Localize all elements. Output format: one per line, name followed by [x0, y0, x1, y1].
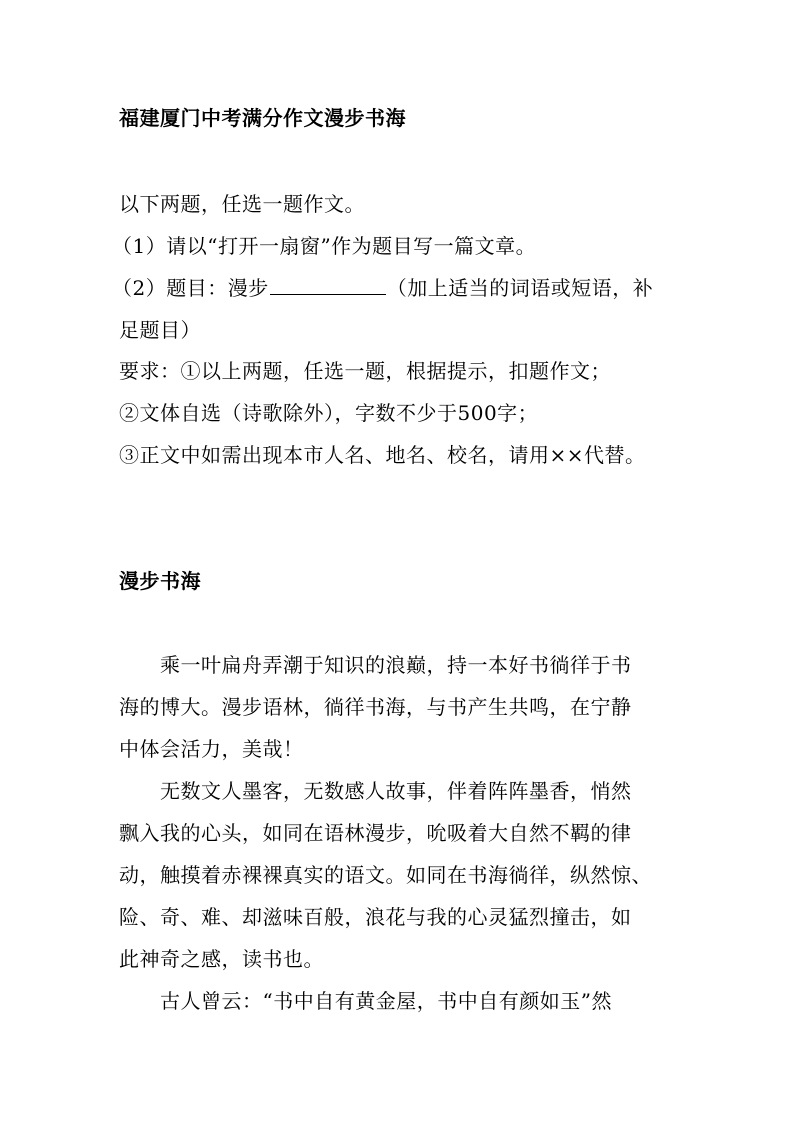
- essay-line: 此神奇之感，读书也。: [119, 947, 324, 971]
- requirement-1: 要求：①以上两题，任选一题，根据提示，扣题作文；: [119, 359, 611, 383]
- essay-line: 古人曾云：“书中自有黄金屋，书中自有颜如玉”然: [160, 989, 612, 1013]
- instructions-item-2: [112, 274, 653, 302]
- instructions-item-2-suffix: （加上适当的词语或短语，补: [386, 276, 654, 300]
- essay-line: 中体会活力，美哉！: [119, 737, 304, 761]
- essay-title: 漫步书海: [119, 569, 201, 593]
- essay-line: 海的博大。漫步语林，徜徉书海，与书产生共鸣，在宁静: [119, 695, 632, 719]
- essay-line: 无数文人墨客，无数感人故事，伴着阵阵墨香，悄然: [160, 779, 632, 803]
- essay-line: 乘一叶扁舟弄潮于知识的浪巅，持一本好书徜徉于书: [160, 653, 632, 677]
- requirement-2: ②文体自选（诗歌除外），字数不少于500字；: [119, 401, 539, 425]
- essay-line: 飘入我的心头，如同在语林漫步，吮吸着大自然不羁的律: [119, 821, 632, 845]
- instructions-item-2-prefix: （2）题目：漫步: [112, 276, 269, 300]
- essay-line: 险、奇、难、却滋味百般，浪花与我的心灵猛烈撞击，如: [119, 905, 632, 929]
- essay-line: 动，触摸着赤裸裸真实的语文。如同在书海徜徉，纵然惊、: [119, 863, 652, 887]
- document-title: 福建厦门中考满分作文漫步书海: [119, 106, 406, 130]
- requirement-3: ③正文中如需出现本市人名、地名、校名，请用××代替。: [119, 443, 646, 467]
- instructions-intro: 以下两题，任选一题作文。: [119, 192, 365, 216]
- instructions-item-1: （1）请以“打开一扇窗”作为题目写一篇文章。: [112, 234, 537, 258]
- instructions-item-2-continued: 足题目）: [119, 318, 201, 342]
- title-blank-line: [270, 274, 386, 295]
